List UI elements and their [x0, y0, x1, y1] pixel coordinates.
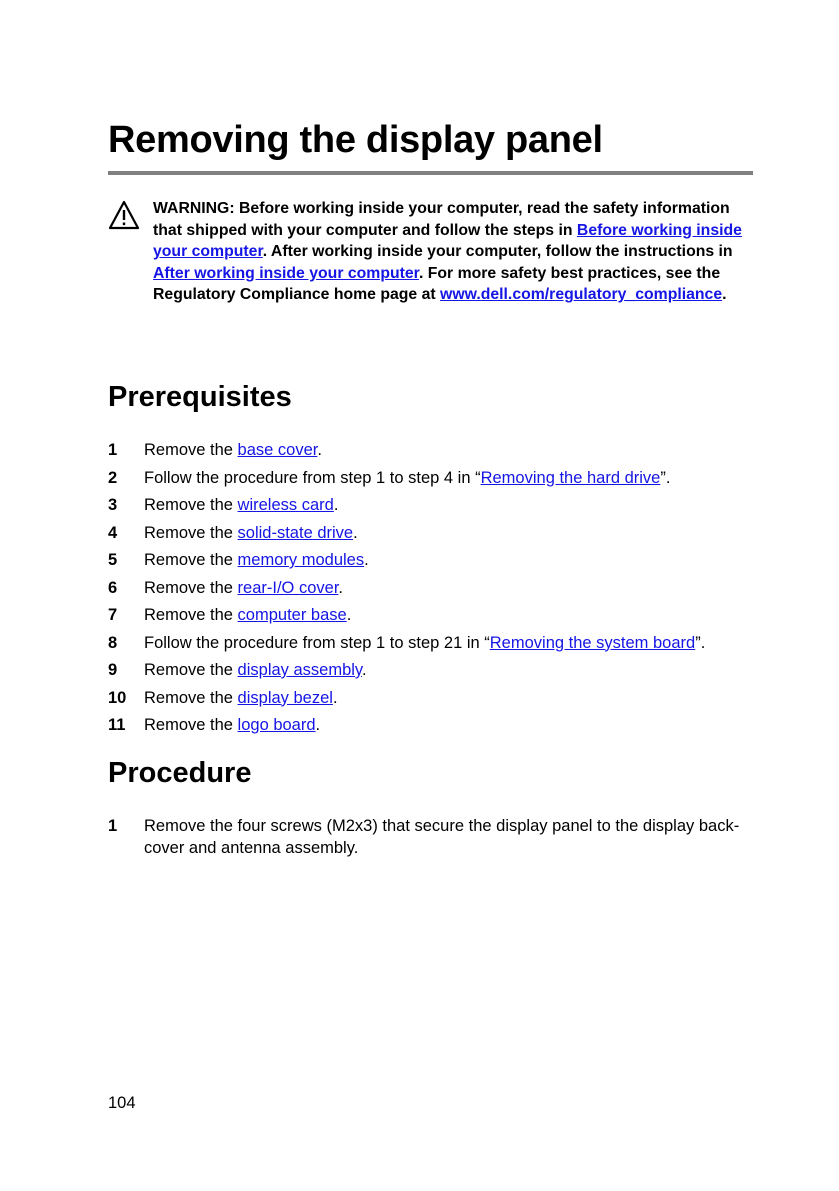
step-text: .: [353, 523, 358, 542]
step-text: Remove the: [144, 523, 238, 542]
before-working-link[interactable]: Before working inside your computer: [153, 221, 742, 261]
step-text: ”.: [660, 468, 671, 487]
step-text: Remove the: [144, 661, 238, 679]
procedure-step: [108, 816, 753, 859]
warning-triangle-icon: [108, 200, 140, 230]
prerequisite-step: [108, 660, 753, 688]
step-number: 10: [108, 688, 127, 707]
step-link[interactable]: logo board: [237, 716, 316, 734]
prerequisite-step: [108, 550, 753, 578]
warning-text-part: . For more safety best practices, see the Regulatory Compliance home page at: [153, 264, 721, 304]
step-number: 1: [108, 441, 118, 459]
title-divider: [108, 171, 753, 175]
page-number: 104: [108, 1094, 136, 1112]
step-text: .: [333, 496, 339, 514]
step-text: Remove the: [144, 578, 238, 597]
prerequisite-step: [108, 605, 753, 633]
step-number: 2: [108, 468, 118, 487]
step-text: Remove the four screws (M2x3) that secure the display panel to the display back-cover and antenna assembly.: [144, 817, 740, 857]
step-text: ”.: [695, 633, 706, 652]
after-working-link[interactable]: After working inside your computer: [153, 264, 419, 282]
step-text: .: [361, 661, 367, 679]
step-text: Remove the: [144, 441, 238, 459]
step-text: .: [332, 688, 338, 707]
step-text: Follow the procedure from step 1 to step 4 in “: [144, 468, 481, 487]
warning-text-part: Before working inside your computer, read the safety information that shipped with your computer and follow the steps in: [153, 200, 730, 239]
prerequisite-step: [108, 578, 753, 606]
step-link[interactable]: wireless card: [237, 496, 334, 514]
step-link[interactable]: Removing the system board: [489, 633, 696, 652]
step-text: .: [317, 441, 322, 459]
step-link[interactable]: solid-state drive: [237, 523, 354, 542]
prerequisites-heading: Prerequisites: [108, 381, 292, 413]
step-link[interactable]: base cover: [237, 441, 318, 459]
step-number: 11: [108, 716, 126, 734]
prerequisite-step: [108, 468, 753, 496]
step-text: Remove the: [144, 551, 238, 569]
step-number: 9: [108, 661, 118, 679]
step-text: Remove the: [144, 688, 238, 707]
step-number: 8: [108, 633, 118, 652]
warning-text-part: .: [722, 286, 727, 304]
page-title: Removing the display panel: [108, 119, 603, 161]
step-number: 1: [108, 817, 118, 835]
regulatory-compliance-link[interactable]: www.dell.com/regulatory_compliance: [440, 286, 723, 304]
step-text: Remove the: [144, 606, 238, 624]
step-link[interactable]: display assembly: [237, 661, 362, 679]
step-number: 7: [108, 606, 118, 624]
procedure-list: [108, 816, 753, 859]
step-number: 6: [108, 578, 118, 597]
step-text: Remove the: [144, 716, 238, 734]
warning-label: WARNING:: [153, 200, 235, 217]
step-link[interactable]: rear-I/O cover: [237, 578, 339, 597]
step-text: .: [346, 606, 352, 624]
step-link[interactable]: computer base: [237, 606, 347, 624]
prerequisite-step: [108, 495, 753, 523]
step-text: .: [364, 551, 369, 569]
prerequisite-step: [108, 440, 753, 468]
prerequisite-step: [108, 633, 753, 661]
step-link[interactable]: display bezel: [237, 688, 333, 707]
step-link[interactable]: Removing the hard drive: [480, 468, 661, 487]
prerequisite-step: [108, 688, 753, 716]
warning-text-part: . After working inside your computer, follow the instructions in: [262, 243, 733, 261]
prerequisite-step: [108, 715, 753, 743]
step-link[interactable]: memory modules: [237, 551, 365, 569]
step-text: Follow the procedure from step 1 to step 21 in “: [144, 633, 490, 652]
step-text: .: [315, 716, 321, 734]
prerequisite-step: [108, 523, 753, 551]
step-text: .: [338, 578, 344, 597]
step-number: 3: [108, 496, 118, 514]
step-number: 5: [108, 551, 118, 569]
procedure-heading: Procedure: [108, 757, 252, 789]
step-text: Remove the: [144, 496, 238, 514]
step-number: 4: [108, 523, 118, 542]
prerequisites-list: [108, 440, 753, 743]
warning-text: [153, 198, 753, 306]
